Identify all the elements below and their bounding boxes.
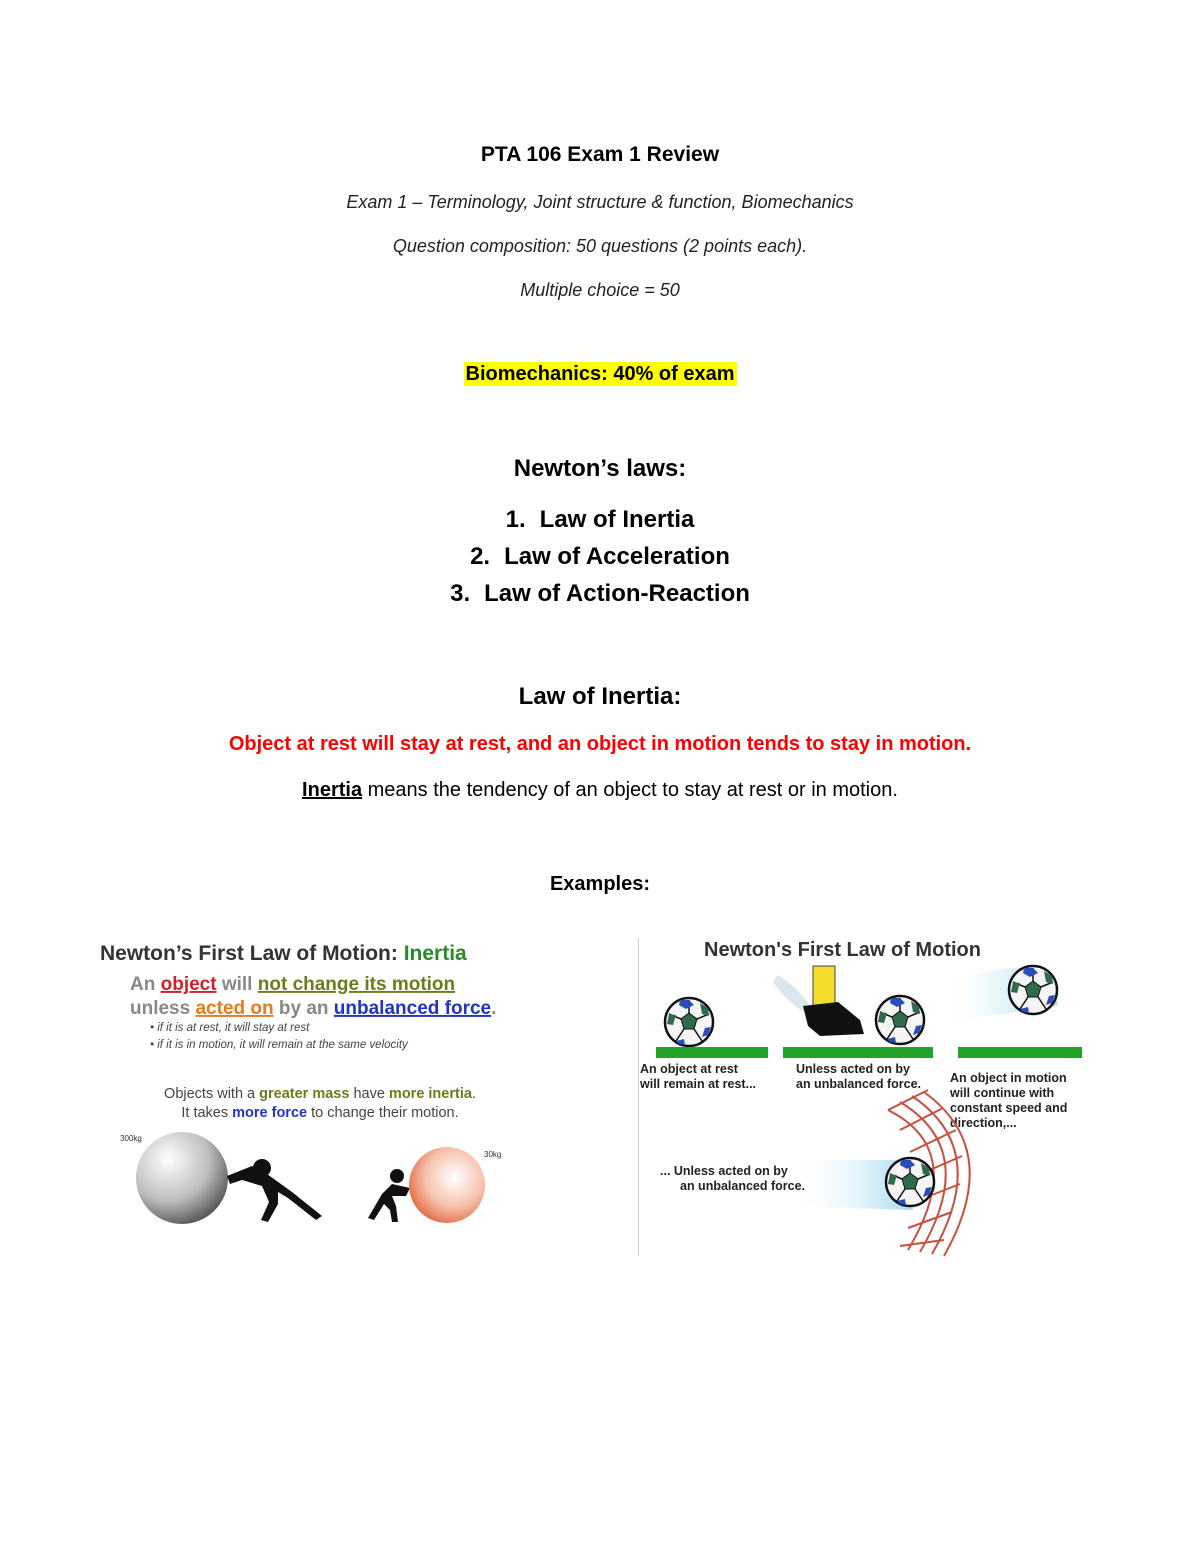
soccer-ball-in-motion-icon [1009, 966, 1057, 1014]
page-title: PTA 106 Exam 1 Review [480, 143, 720, 166]
question-composition: Question composition: 50 questions (2 points each). [392, 236, 808, 256]
ground-bar-2 [783, 1047, 933, 1058]
inertia-statement: Object at rest will stay at rest, and an object in motion tends to stay in motion. [228, 733, 972, 755]
figure-left-bullet1: • if it is at rest, it will stay at rest [150, 1022, 310, 1034]
newton-laws-list [0, 505, 1200, 616]
caption-unbalanced-force-2: ... Unless acted on by an unbalanced force. [660, 1164, 806, 1193]
figure-left-line1: An object will not change its motion [130, 974, 456, 995]
ground-bar-3 [958, 1047, 1082, 1058]
examples-label: Examples: [549, 873, 651, 895]
biomechanics-callout [0, 363, 1200, 386]
light-ball [409, 1147, 485, 1223]
figure-left-bullet2: • if it is in motion, it will remain at the same velocity [150, 1039, 408, 1051]
highlighted-text: Biomechanics: 40% of exam [465, 363, 735, 385]
soccer-ball-kicked-icon [876, 996, 924, 1044]
exam-topics: Exam 1 – Terminology, Joint structure & function, Biomechanics [346, 192, 854, 212]
inertia-diagram-left [92, 930, 532, 1230]
list-item: 1. Law of Inertia [505, 506, 695, 533]
inertia-definition: Inertia means the tendency of an object to stay at rest or in motion. [302, 779, 898, 801]
caption-at-rest: An object at rest will remain at rest... [640, 1062, 757, 1091]
ground-bar-1 [656, 1047, 768, 1058]
pushing-figure-small-icon [368, 1169, 410, 1222]
figure-right-title: Newton's First Law of Motion [704, 939, 981, 961]
figure-left-title: Newton’s First Law of Motion: Inertia [100, 942, 467, 965]
pushing-figure-large-icon [227, 1159, 322, 1222]
shoe-kick-icon [803, 966, 864, 1036]
caption-in-motion: An object in motion will continue with constant speed and direction,... [950, 1071, 1068, 1130]
list-item: 3. Law of Action-Reaction [450, 580, 750, 607]
inertia-diagram-right [638, 930, 1098, 1260]
inertia-heading: Law of Inertia: [518, 683, 682, 710]
heavy-ball [136, 1132, 228, 1224]
caption-unbalanced-force: Unless acted on by an unbalanced force. [796, 1062, 922, 1091]
mass-label-30kg: 30kg [484, 1150, 502, 1159]
inertia-term: Inertia [302, 779, 363, 801]
soccer-ball-at-rest-icon [665, 998, 713, 1046]
multiple-choice-count: Multiple choice = 50 [520, 280, 680, 300]
newton-heading: Newton’s laws: [513, 455, 687, 482]
list-item: 2. Law of Acceleration [470, 543, 730, 570]
mass-label-300kg: 300kg [120, 1134, 142, 1143]
soccer-ball-stopped-icon [886, 1158, 934, 1206]
figure-left-line2: unless acted on by an unbalanced force. [130, 998, 497, 1019]
figure-left-force-line: It takes more force to change their motion. [181, 1105, 459, 1121]
figure-left-mass-line: Objects with a greater mass have more inertia. [164, 1086, 476, 1102]
